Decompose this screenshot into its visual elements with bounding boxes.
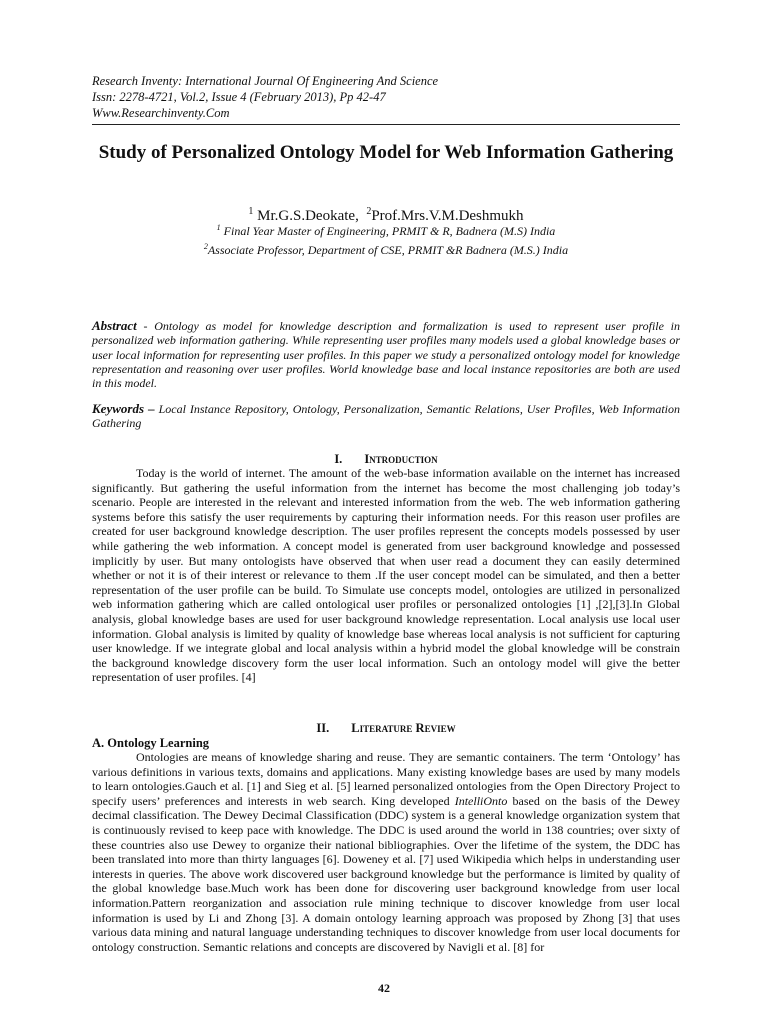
affiliations xyxy=(92,220,680,258)
section-2-number: II. xyxy=(316,721,330,735)
affiliation-1-superscript: 1 xyxy=(216,223,221,232)
intellionto-term: IntelliOnto xyxy=(454,793,508,808)
literature-review-body xyxy=(92,750,680,954)
issn-line: Issn: 2278-4721, Vol.2, Issue 4 (February 2013), Pp 42-47 xyxy=(92,90,386,104)
page-number: 42 xyxy=(378,981,390,995)
abstract xyxy=(92,319,680,390)
affiliation-2-text: Associate Professor, Department of CSE, PRMIT &R Badnera (M.S.) India xyxy=(207,243,569,257)
literature-text-part2: based on the basis of the Dewey decimal classification. The Dewey Decimal Classification (DDC) system is a general knowledge organization system that is continuously revised to keep pace with knowledge. The DDC is used around the world in 138 countries; over sixty of these countries also use Dewey to organize their national bibliographies. Over the lifetime of the system, the DDC has been translated into more than thirty languages [6]. Doweney et al. [7] used Wikipedia which helps in understanding user interests in queries. The above work discovered user background knowledge but the performance is limited by quality of the global knowledge base.Much work has been done for discovering user background knowledge from user local information.Pattern reorganization and association rule mining technique to discover knowledge from user local information is used by Li and Zhong [3]. A domain ontology learning approach was proposed by Zhong [3] that uses various data mining and natural language understanding techniques to discover knowledge from user local documents for ontology construction. Semantic relations and concepts are discovered by Navigli et al. [8] for xyxy=(92,793,680,954)
subsection-a-heading: A. Ontology Learning xyxy=(92,736,210,750)
paper-title: Study of Personalized Ontology Model for Web Information Gathering xyxy=(98,142,674,163)
affiliation-2 xyxy=(92,239,680,258)
literature-review-paragraph xyxy=(92,750,680,954)
journal-name: Research Inventy: International Journal Of Engineering And Science xyxy=(92,74,439,88)
keywords-text: Local Instance Repository, Ontology, Personalization, Semantic Relations, User Profiles, Web Information Gathering xyxy=(92,402,680,431)
section-1-number: I. xyxy=(334,452,343,466)
section-2-title: Literature Review xyxy=(351,721,456,735)
section-1-title: Introduction xyxy=(364,452,438,466)
journal-header xyxy=(92,73,682,121)
abstract-text: - Ontology as model for knowledge description and formalization is used to represent user profile in personalized web information gathering. While representing user profiles many models used a global knowledge bases or user local information for representing user profiles. In this paper we study a personalized ontology model for knowledge representation and reasoning over user profiles. World knowledge base and local instance repositories are both are used in this model. xyxy=(92,319,680,391)
keywords xyxy=(92,402,680,431)
section-1-heading xyxy=(92,452,680,467)
author2-superscript: 2 xyxy=(366,206,372,217)
header-divider xyxy=(92,124,680,125)
author2-name: Prof.Mrs.V.M.Deshmukh xyxy=(371,208,524,224)
affiliation-2-superscript: 2 xyxy=(203,242,208,251)
keywords-label: Keywords – xyxy=(92,401,155,416)
literature-text-part1: Ontologies are means of knowledge sharing and reuse. They are semantic containers. The term ‘Ontology’ has various definitions in various texts, domains and applications. Many existing knowledge bases are used by many models to learn ontologies.Gauch et al. [1] and Sieg et al. [5] learned personalized ontologies from the Open Directory Project to specify users’ preferences and interests in web search. King developed xyxy=(92,750,680,808)
introduction-paragraph: Today is the world of internet. The amount of the web-base information available on the internet has increased significantly. But gathering the useful information from the internet has become the most challenging job today’s scenario. People are interested in the relevant and interested information from the web. The web information gathering systems before this satisfy the user requirements by capturing their information needs. For this reason user profiles are created for user background knowledge description. The user profiles represent the concepts models possessed by user while gathering the web information. A concept model is generated from user background knowledge and possessed implicitly by user. But many ontologists have observed that when user read a document they can easily determined whether or not it is of their interest or relevance to them .If the user concept model can be simulated, and then a better representation of the user profile can be build. To Simulate use concepts model, ontologies are utilized in personalized web information gathering which are called ontological user profiles or personalized ontologies [1] ,[2],[3].In Global analysis, global knowledge bases are used for user background knowledge representation. Local analysis use local user information. Global analysis is limited by quality of knowledge base whereas local analysis is not sufficient for capturing user knowledge. If we integrate global and local analysis within a hybrid model the global knowledge will be constrain the background knowledge discovery form the user local information. Such an ontology model will give the better representation of user profiles. [4] xyxy=(92,466,680,685)
affiliation-1-text: Final Year Master of Engineering, PRMIT & R, Badnera (M.S) India xyxy=(223,224,556,238)
affiliation-1 xyxy=(92,220,680,239)
author1-name: Mr.G.S.Deokate, xyxy=(257,208,359,224)
journal-website: Www.Researchinventy.Com xyxy=(92,106,230,120)
introduction-body xyxy=(92,466,680,685)
section-2-heading xyxy=(92,721,680,736)
abstract-label: Abstract xyxy=(92,318,137,333)
author1-superscript: 1 xyxy=(248,206,254,217)
